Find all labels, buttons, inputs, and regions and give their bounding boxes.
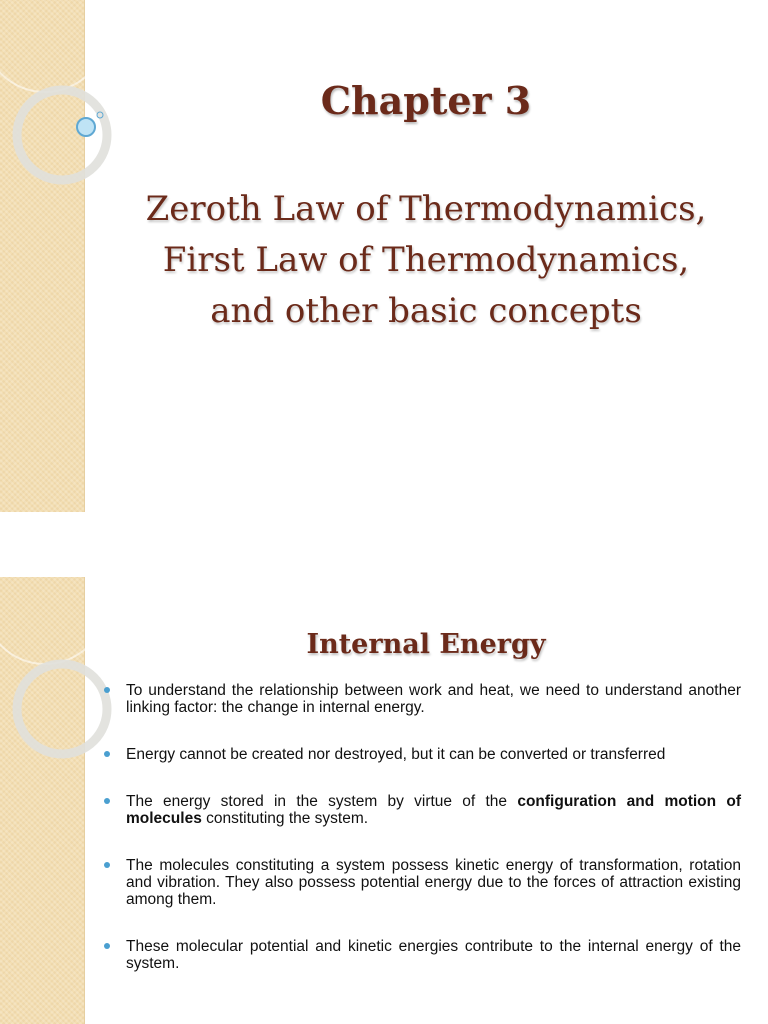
subtitle-line: Zeroth Law of Thermodynamics, <box>145 189 707 229</box>
list-item <box>104 682 741 716</box>
bullet-icon <box>104 943 110 949</box>
bullet-icon <box>104 751 110 757</box>
bullet-text-bold: configuration and motion of molecules <box>126 793 741 827</box>
list-item <box>104 746 741 763</box>
bullet-text-pre: The energy stored in the system by virtue of the <box>126 793 518 810</box>
page-title: Chapter 3 <box>320 78 532 123</box>
content-slide <box>0 577 768 1024</box>
bullet-text: Energy cannot be created nor destroyed, but it can be converted or transferred <box>126 746 666 763</box>
bullet-text: To understand the relationship between work and heat, we need to understand another linking factor: the change in internal energy. <box>126 682 741 716</box>
slide-gap <box>0 512 768 577</box>
subtitle-line: and other basic concepts <box>210 291 642 331</box>
list-item <box>104 857 741 908</box>
list-item <box>104 793 741 827</box>
bullet-text: These molecular potential and kinetic energies contribute to the internal energy of the system. <box>126 938 741 972</box>
bullet-text: The molecules constituting a system possess kinetic energy of transformation, rotation and vibration. They also possess potential energy due to the forces of attraction existing among them. <box>126 857 741 908</box>
bullet-icon <box>104 798 110 804</box>
bullet-icon <box>104 862 110 868</box>
slide-subtitle <box>84 184 768 337</box>
bullet-list <box>104 682 741 1002</box>
list-item <box>104 938 741 972</box>
bullet-text-post: constituting the system. <box>201 810 369 827</box>
bullet-icon <box>104 687 110 693</box>
subtitle-line: First Law of Thermodynamics, <box>162 240 690 280</box>
section-title: Internal Energy <box>306 629 546 660</box>
